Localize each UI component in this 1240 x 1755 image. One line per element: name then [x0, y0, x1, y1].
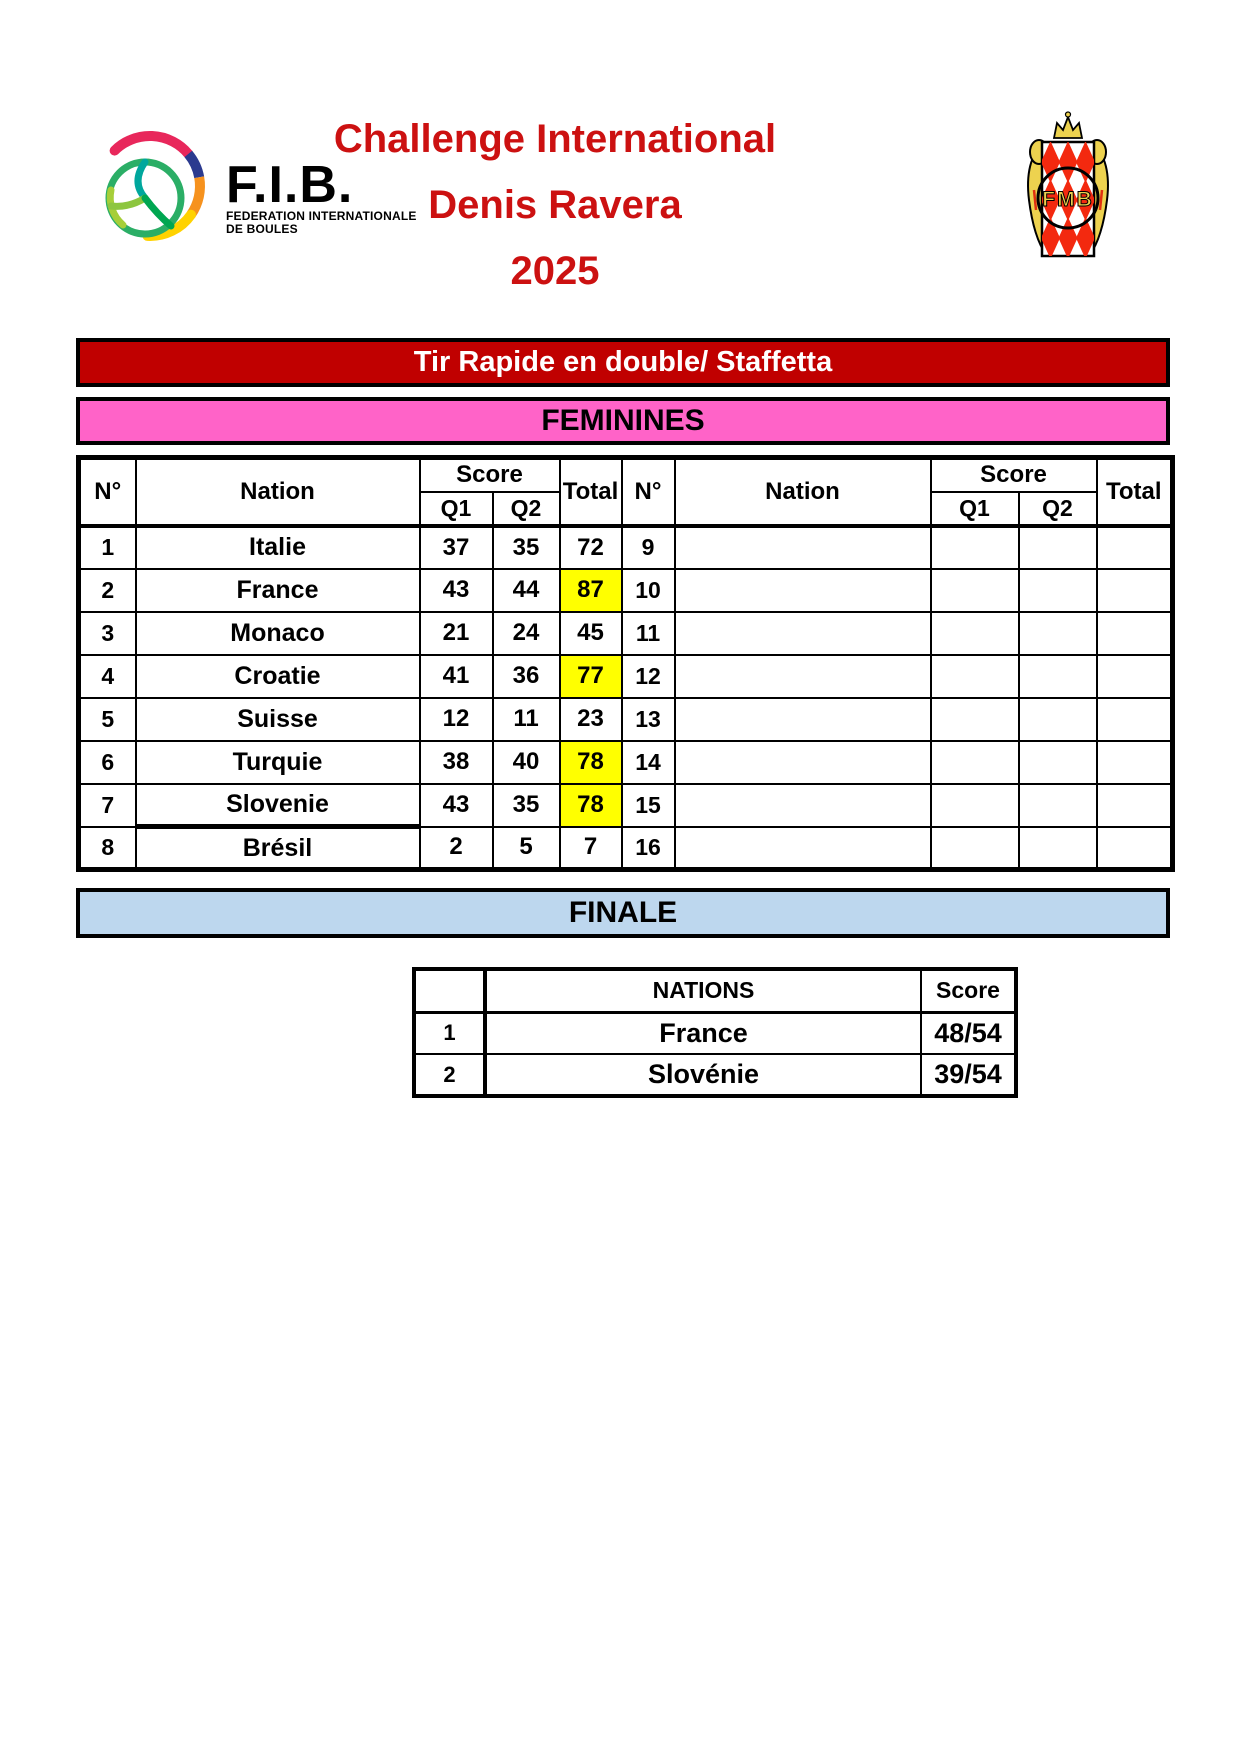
- num-cell: 8: [79, 827, 136, 870]
- nation-cell: Suisse: [136, 698, 420, 741]
- total-cell: 78: [560, 784, 622, 827]
- fib-acronym: F.I.B.: [226, 156, 354, 214]
- title-line-2: Denis Ravera: [428, 183, 682, 227]
- score-cell: 39/54: [921, 1054, 1016, 1096]
- nation-cell: [675, 569, 931, 612]
- nation-cell: [675, 698, 931, 741]
- num-cell: 11: [622, 612, 675, 655]
- total-cell: 7: [560, 827, 622, 870]
- q2-cell: 35: [493, 784, 560, 827]
- nation-cell: [675, 612, 931, 655]
- num-cell: 6: [79, 741, 136, 784]
- finale-banner: [76, 888, 1170, 938]
- nation-cell: Italie: [136, 526, 420, 569]
- total-cell: 23: [560, 698, 622, 741]
- total-cell: 72: [560, 526, 622, 569]
- num-cell: 12: [622, 655, 675, 698]
- num-cell: 2: [79, 569, 136, 612]
- q1-cell: 12: [420, 698, 493, 741]
- q1-cell: 41: [420, 655, 493, 698]
- q1-cell: [931, 827, 1019, 870]
- q2-cell: [1019, 612, 1097, 655]
- fmb-crest-logo: [1020, 110, 1116, 260]
- event-banner-label: Tir Rapide en double/ Staffetta: [413, 346, 833, 378]
- q2-cell: 24: [493, 612, 560, 655]
- qual-row-2: [79, 569, 1173, 612]
- nation-cell: [675, 827, 931, 870]
- fib-subtitle-line2: DE BOULES: [226, 222, 298, 236]
- total-cell: [1097, 827, 1173, 870]
- q2-cell: [1019, 741, 1097, 784]
- total-cell: [1097, 569, 1173, 612]
- q1-cell: 43: [420, 569, 493, 612]
- num-cell: 7: [79, 784, 136, 827]
- qual-row-6: [79, 741, 1173, 784]
- num-cell: 3: [79, 612, 136, 655]
- finale-header-score: Score: [921, 969, 1016, 1012]
- nation-cell: [675, 655, 931, 698]
- header-nation-right: Nation: [675, 458, 931, 526]
- nation-cell: Slovénie: [485, 1054, 921, 1096]
- q1-cell: [931, 526, 1019, 569]
- score-cell: 48/54: [921, 1012, 1016, 1054]
- total-cell: 45: [560, 612, 622, 655]
- qual-row-3: [79, 612, 1173, 655]
- qual-row-5: [79, 698, 1173, 741]
- total-cell: 78: [560, 741, 622, 784]
- num-cell: 14: [622, 741, 675, 784]
- rank-cell: 2: [414, 1054, 485, 1096]
- qual-header-row: [79, 458, 1173, 492]
- q1-cell: 2: [420, 827, 493, 870]
- header-num-right: N°: [622, 458, 675, 526]
- total-cell: [1097, 655, 1173, 698]
- nation-cell: Monaco: [136, 612, 420, 655]
- num-cell: 10: [622, 569, 675, 612]
- q1-cell: [931, 612, 1019, 655]
- header-total-right: Total: [1097, 458, 1173, 526]
- title-line-3: 2025: [510, 249, 600, 293]
- q1-cell: [931, 655, 1019, 698]
- q1-cell: [931, 569, 1019, 612]
- document-title: [255, 106, 855, 304]
- q2-cell: [1019, 569, 1097, 612]
- q1-cell: 37: [420, 526, 493, 569]
- fib-boule-icon: [93, 116, 218, 250]
- title-line-1: Challenge International: [333, 117, 777, 161]
- q2-cell: 36: [493, 655, 560, 698]
- q2-cell: [1019, 526, 1097, 569]
- finale-row-1: [414, 1012, 1016, 1054]
- header-score-right: Score: [931, 458, 1097, 492]
- qual-row-7: [79, 784, 1173, 827]
- header-q2-left: Q2: [493, 492, 560, 526]
- q2-cell: 11: [493, 698, 560, 741]
- fib-subtitle-line1: FEDERATION INTERNATIONALE: [226, 209, 417, 223]
- num-cell: 15: [622, 784, 675, 827]
- q2-cell: [1019, 698, 1097, 741]
- category-banner-label: FEMININES: [541, 404, 705, 437]
- num-cell: 16: [622, 827, 675, 870]
- finale-header-rank: [414, 969, 485, 1012]
- finale-banner-label: FINALE: [568, 896, 678, 929]
- category-banner: [76, 397, 1170, 445]
- nation-cell: [675, 526, 931, 569]
- q1-cell: 21: [420, 612, 493, 655]
- total-cell: [1097, 698, 1173, 741]
- q2-cell: [1019, 784, 1097, 827]
- q2-cell: 40: [493, 741, 560, 784]
- header-q2-right: Q2: [1019, 492, 1097, 526]
- q2-cell: 35: [493, 526, 560, 569]
- nation-cell: France: [485, 1012, 921, 1054]
- fmb-monogram: FMB: [1042, 188, 1094, 211]
- total-cell: [1097, 784, 1173, 827]
- rank-cell: 1: [414, 1012, 485, 1054]
- qual-row-1: [79, 526, 1173, 569]
- header-nation-left: Nation: [136, 458, 420, 526]
- header-q1-left: Q1: [420, 492, 493, 526]
- q2-cell: 44: [493, 569, 560, 612]
- finale-table: [412, 967, 1018, 1098]
- finale-row-2: [414, 1054, 1016, 1096]
- q1-cell: [931, 784, 1019, 827]
- header-total-left: Total: [560, 458, 622, 526]
- total-cell: 77: [560, 655, 622, 698]
- num-cell: 1: [79, 526, 136, 569]
- nation-cell: France: [136, 569, 420, 612]
- q2-cell: [1019, 655, 1097, 698]
- qual-row-4: [79, 655, 1173, 698]
- nation-cell: Slovenie: [136, 784, 420, 827]
- nation-cell: [675, 784, 931, 827]
- total-cell: [1097, 741, 1173, 784]
- q1-cell: 38: [420, 741, 493, 784]
- nation-cell: [675, 741, 931, 784]
- nation-cell: Turquie: [136, 741, 420, 784]
- q1-cell: 43: [420, 784, 493, 827]
- header-q1-right: Q1: [931, 492, 1019, 526]
- total-cell: 87: [560, 569, 622, 612]
- qual-row-8: [79, 827, 1173, 870]
- finale-header-row: [414, 969, 1016, 1012]
- num-cell: 5: [79, 698, 136, 741]
- nation-cell: Brésil: [136, 827, 420, 870]
- num-cell: 13: [622, 698, 675, 741]
- header-num-left: N°: [79, 458, 136, 526]
- event-banner: [76, 338, 1170, 387]
- total-cell: [1097, 612, 1173, 655]
- nation-cell: Croatie: [136, 655, 420, 698]
- q2-cell: [1019, 827, 1097, 870]
- num-cell: 4: [79, 655, 136, 698]
- qualification-table: [76, 455, 1175, 872]
- num-cell: 9: [622, 526, 675, 569]
- q1-cell: [931, 698, 1019, 741]
- total-cell: [1097, 526, 1173, 569]
- q2-cell: 5: [493, 827, 560, 870]
- finale-header-nations: NATIONS: [485, 969, 921, 1012]
- header-score-left: Score: [420, 458, 560, 492]
- q1-cell: [931, 741, 1019, 784]
